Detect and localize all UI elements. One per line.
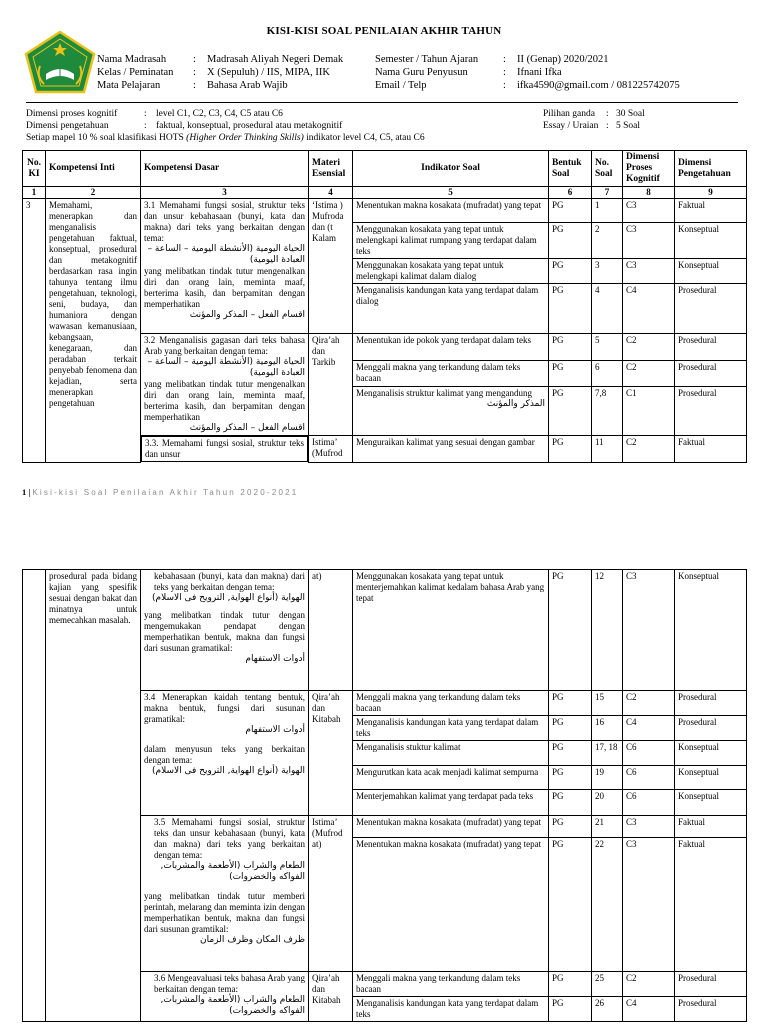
- indikator-soal: Menggunakan kosakata yang tepat untuk melengkapi kalimat dalam dialog: [353, 259, 549, 284]
- meta-sep: :: [144, 109, 147, 119]
- no-soal: 6: [592, 360, 623, 387]
- header-cell: No. Soal: [592, 151, 623, 187]
- kd-text: yang melibatkan tindak tutur dengan mengemukakan pendapat dengan memperhatikan bentuk, makna dan fungsi dari susunan gramatikal:: [144, 610, 305, 653]
- hots-note-em: (Higher Order Thinking Skills): [186, 133, 304, 143]
- indikator-text: Menganalisis struktur kalimat yang mengandung: [356, 388, 532, 399]
- kd-arabic: أدوات الاستفهام: [245, 654, 305, 664]
- page-gap: [0, 500, 768, 566]
- kd-arabic: الحياة اليومية (الأنشطة اليومية – الساعة – العبادة اليومية): [147, 357, 305, 378]
- indikator-soal: Menggali makna yang terkandung dalam teks bacaan: [353, 972, 549, 997]
- indikator-arabic: المذكر والمؤنث: [486, 399, 545, 410]
- page-title: KISI-KISI SOAL PENILAIAN AKHIR TAHUN: [266, 25, 502, 37]
- dimensi-kognitif: C4: [623, 284, 675, 334]
- no-soal: 5: [592, 334, 623, 361]
- school-info: [97, 53, 343, 92]
- table-row: [23, 570, 747, 691]
- kd-text: yang melibatkan tindak tutur memberi perintah, melarang dan meminta izin dengan memperhatikan bentuk, makna dan fungsi dari susunan gramtikal:: [144, 891, 305, 934]
- indikator-soal: Menggunakan kosakata yang tepat untuk melengkapi kalimat rumpang yang terdapat dalam teks: [353, 223, 549, 259]
- kompetensi-dasar-3-1: [141, 199, 309, 334]
- bentuk-soal: PG: [549, 816, 592, 838]
- dimensi-pengetahuan: Konseptual: [675, 741, 747, 766]
- materi-esensial: Istima’ (Mufrod: [309, 436, 353, 463]
- kompetensi-dasar-3-4: [141, 691, 309, 816]
- bentuk-soal: PG: [549, 691, 592, 716]
- dimensi-pengetahuan: Konseptual: [675, 790, 747, 816]
- bentuk-soal: PG: [549, 387, 592, 436]
- no-soal: 11: [592, 436, 623, 463]
- indikator-soal: Menguraikan kalimat yang sesuai dengan gambar: [353, 436, 549, 463]
- materi-esensial: Qira’ah dan Tarkib: [309, 334, 353, 436]
- dimensi-pengetahuan: Prosedural: [675, 360, 747, 387]
- materi-esensial: Istima’ (Mufrod at): [309, 816, 353, 972]
- no-soal: 17, 18: [592, 741, 623, 766]
- dimensi-kognitif: C4: [623, 716, 675, 741]
- indikator-soal: Menganalisis stuktur kalimat: [353, 741, 549, 766]
- header-cell: No. KI: [23, 151, 46, 187]
- dimensi-pengetahuan: Prosedural: [675, 972, 747, 997]
- no-soal: 3: [592, 259, 623, 284]
- info-value: II (Genap) 2020/2021: [517, 54, 609, 65]
- dimensi-kognitif: C3: [623, 259, 675, 284]
- dimensi-pengetahuan: Prosedural: [675, 691, 747, 716]
- dimensi-kognitif: C1: [623, 387, 675, 436]
- bentuk-soal: PG: [549, 199, 592, 223]
- meta-value: faktual, konseptual, prosedural atau metakognitif: [156, 121, 343, 131]
- info-value: Madrasah Aliyah Negeri Demak: [207, 54, 344, 65]
- no-soal: 15: [592, 691, 623, 716]
- kompetensi-dasar-3-3: [141, 570, 309, 691]
- kompetensi-inti: prosedural pada bidang kajian yang spesifik sesuai dengan bakat dan minatnya untuk memecahkan masalah.: [46, 570, 141, 1022]
- kd-arabic: اقسام الفعل – المذكر والمؤنث: [189, 310, 305, 320]
- bentuk-soal: PG: [549, 259, 592, 284]
- meta-label: Dimensi pengetahuan: [26, 121, 109, 131]
- kompetensi-dasar-3-2: [141, 334, 309, 436]
- no-soal: 12: [592, 570, 623, 691]
- header-cell: Bentuk Soal: [549, 151, 592, 187]
- indikator-soal: Menentukan makna kosakata (mufradat) yang tepat: [353, 816, 549, 838]
- kd-arabic: ظرف المكان وظرف الزمان: [200, 935, 305, 945]
- dimensi-kognitif: C2: [623, 360, 675, 387]
- column-number: 9: [675, 187, 747, 199]
- materi-esensial: ‘Istima ) Mufroda dan (t Kalam: [309, 199, 353, 334]
- header-cell: Kompetensi Dasar: [141, 151, 309, 187]
- dimensi-pengetahuan: Faktual: [675, 436, 747, 463]
- kd-text: 3.2 Menganalisis gagasan dari teks bahasa Arab yang berkaitan dengan tema:: [144, 335, 305, 356]
- bentuk-soal: PG: [549, 284, 592, 334]
- info-sep: :: [193, 67, 196, 78]
- info-sep: :: [503, 54, 506, 65]
- indikator-soal: [353, 387, 549, 436]
- info-label: Mata Pelajaran: [97, 80, 161, 91]
- kemenag-logo-icon: [22, 30, 98, 96]
- count-value: 30 Soal: [616, 109, 645, 119]
- meta-label: Dimensi proses kognitif: [26, 109, 118, 119]
- count-sep: :: [606, 121, 609, 131]
- footer-sep: |: [28, 487, 31, 497]
- info-value: ifka4590@gmail.com / 081225742075: [517, 80, 680, 91]
- no-soal: 16: [592, 716, 623, 741]
- bentuk-soal: PG: [549, 223, 592, 259]
- dimensi-pengetahuan: Prosedural: [675, 716, 747, 741]
- no-soal: 21: [592, 816, 623, 838]
- bentuk-soal: PG: [549, 766, 592, 790]
- dimensi-kognitif: C4: [623, 997, 675, 1022]
- info-sep: :: [193, 80, 196, 91]
- semester-info: [375, 53, 680, 92]
- kd-arabic: أدوات الاستفهام: [245, 725, 305, 735]
- column-number: 5: [353, 187, 549, 199]
- page-footer: [22, 487, 298, 497]
- column-number: 3: [141, 187, 309, 199]
- info-value: X (Sepuluh) / IIS, MIPA, IIK: [207, 67, 330, 78]
- kd-arabic: الهواية (أنواع الهواية, الترويح فى الاسلام): [152, 766, 305, 776]
- kompetensi-dasar-3-6: [141, 972, 309, 1022]
- info-label: Kelas / Peminatan: [97, 67, 174, 78]
- dimensi-kognitif: C3: [623, 816, 675, 838]
- header-cell: Materi Esensial: [309, 151, 353, 187]
- materi-esensial: at): [309, 570, 353, 691]
- no-soal: 25: [592, 972, 623, 997]
- grid-table-page-1: [22, 150, 747, 463]
- document-page-1: [0, 0, 768, 500]
- column-number: 4: [309, 187, 353, 199]
- info-sep: :: [503, 80, 506, 91]
- dimensi-kognitif: C3: [623, 570, 675, 691]
- column-number: 1: [23, 187, 46, 199]
- dimensi-kognitif: C6: [623, 766, 675, 790]
- dimensi-pengetahuan: Faktual: [675, 838, 747, 972]
- dimensi-pengetahuan: Konseptual: [675, 570, 747, 691]
- page-number: 1: [22, 487, 27, 497]
- no-soal: 22: [592, 838, 623, 972]
- bentuk-soal: PG: [549, 838, 592, 972]
- indikator-soal: Menentukan makna kosakata (mufradat) yang tepat: [353, 838, 549, 972]
- kd-text: 3.1 Memahami fungsi sosial, struktur teks dan unsur kebahasaan (bunyi, kata dan makna) dari teks yang berkaitan dengan tema:: [144, 200, 305, 243]
- footer-text: Kisi-kisi Soal Penilaian Akhir Tahun 2020-2021: [32, 488, 299, 497]
- dimensi-kognitif: C6: [623, 790, 675, 816]
- kompetensi-inti: Memahami, menerapkan dan menganalisis pengetahuan faktual, konseptual, prosedural dan metakognitif berdasarkan rasa ingin tahunya tentang ilmu pengetahuan, teknologi, seni, budaya, dan humaniora dengan wawasan kemanusiaan, kebangsaan, kenegaraan, dan peradaban terkait penyebab fenomena dan kejadian, serta menerapkan pengetahuan: [46, 199, 141, 463]
- ki-number: 3: [23, 199, 46, 463]
- header-cell: Dimensi Pengetahuan: [675, 151, 747, 187]
- header-row: [23, 151, 747, 187]
- kd-text: 3.6 Mengeavaluasi teks bahasa Arab yang berkaitan dengan tema:: [154, 973, 305, 994]
- count-label: Pilihan ganda: [543, 109, 595, 119]
- column-number: 7: [592, 187, 623, 199]
- column-number-row: [23, 187, 747, 199]
- dimensi-pengetahuan: Faktual: [675, 816, 747, 838]
- grid-table-page-2: [22, 569, 747, 1022]
- bentuk-soal: PG: [549, 436, 592, 463]
- kompetensi-dasar-3-5: [141, 816, 309, 972]
- no-soal: 1: [592, 199, 623, 223]
- info-sep: :: [503, 67, 506, 78]
- no-soal: 20: [592, 790, 623, 816]
- hots-note-tail: indikator level C4, C5, atau C6: [303, 133, 425, 143]
- dimensi-kognitif: C2: [623, 972, 675, 997]
- kd-text: yang melibatkan tindak tutur mengenalkan diri dan orang lain, meminta maaf, berterima kasih, dan berpamitan dengan memperhatikan: [144, 379, 305, 422]
- kd-arabic: الطعام والشراب (الأطعمة والمشربات, الفواكه والخضروات): [160, 995, 305, 1016]
- indikator-soal: Menggunakan kosakata yang tepat untuk menterjemahkan kalimat kedalam bahasa Arab yang tepat: [353, 570, 549, 691]
- bentuk-soal: PG: [549, 334, 592, 361]
- kd-arabic: اقسام الفعل – المذكر والمؤنث: [189, 423, 305, 433]
- divider: [26, 102, 738, 103]
- header-cell: Kompetensi Inti: [46, 151, 141, 187]
- info-label: Semester / Tahun Ajaran: [375, 54, 479, 65]
- dimensi-kognitif: C3: [623, 223, 675, 259]
- header-cell: Indikator Soal: [353, 151, 549, 187]
- kd-text: dalam menyusun teks yang berkaitan dengan tema:: [144, 744, 305, 765]
- indikator-soal: Menterjemahkan kalimat yang terdapat pada teks: [353, 790, 549, 816]
- dimensi-kognitif: C3: [623, 838, 675, 972]
- ki-number: [23, 570, 46, 1022]
- dimensi-pengetahuan: Konseptual: [675, 766, 747, 790]
- meta-sep: :: [144, 121, 147, 131]
- table-row: [23, 199, 747, 223]
- info-value: Ifnani Ifka: [517, 67, 562, 78]
- dimensi-kognitif: C6: [623, 741, 675, 766]
- bentuk-soal: PG: [549, 741, 592, 766]
- bentuk-soal: PG: [549, 570, 592, 691]
- count-sep: :: [606, 109, 609, 119]
- column-number: 2: [46, 187, 141, 199]
- no-soal: 4: [592, 284, 623, 334]
- dimensi-kognitif: C2: [623, 691, 675, 716]
- count-value: 5 Soal: [616, 121, 641, 131]
- kd-arabic: الهواية (أنواع الهواية, الترويح فى الاسلام): [152, 593, 305, 603]
- indikator-soal: Menganalisis kandungan kata yang terdapat dalam dialog: [353, 284, 549, 334]
- indikator-soal: Menentukan makna kosakata (mufradat) yang tepat: [353, 199, 549, 223]
- no-soal: 19: [592, 766, 623, 790]
- kd-text: yang melibatkan tindak tutur mengenalkan diri dan orang lain, meminta maaf, berterima kasih, dan berpamitan dengan memperhatikan: [144, 266, 305, 309]
- bentuk-soal: PG: [549, 972, 592, 997]
- bentuk-soal: PG: [549, 997, 592, 1022]
- dimensi-pengetahuan: Konseptual: [675, 259, 747, 284]
- dimensi-kognitif: C2: [623, 334, 675, 361]
- dimensi-pengetahuan: Prosedural: [675, 284, 747, 334]
- hots-note: Setiap mapel 10 % soal klasifikasi HOTS: [26, 133, 187, 143]
- materi-esensial: Qira’ah dan Kitabah: [309, 691, 353, 816]
- meta-value: level C1, C2, C3, C4, C5 atau C6: [156, 109, 283, 119]
- kd-text: 3.4 Menerapkan kaidah tentang bentuk, makna bentuk, fungsi dari susunan gramatikal:: [144, 692, 305, 724]
- indikator-soal: Menentukan ide pokok yang terdapat dalam teks: [353, 334, 549, 361]
- kd-arabic: الطعام والشراب (الأطعمة والمشربات, الفواكه والخضروات): [160, 861, 305, 882]
- info-label: Email / Telp: [375, 80, 427, 91]
- info-value: Bahasa Arab Wajib: [207, 80, 288, 91]
- kd-arabic: الحياة اليومية (الأنشطة اليومية – الساعة – العبادة اليومية): [147, 244, 305, 265]
- bentuk-soal: PG: [549, 716, 592, 741]
- dimensi-pengetahuan: Prosedural: [675, 387, 747, 436]
- materi-esensial: Qira’ah dan Kitabah: [309, 972, 353, 1022]
- indikator-soal: Menganalisis kandungan kata yang terdapat dalam teks: [353, 997, 549, 1022]
- kd-text: 3.5 Memahami fungsi sosial, struktur teks dan unsur kebahasaan (bunyi, kata dan makna) dari teks yang berkaitan dengan tema:: [154, 817, 305, 860]
- column-number: 8: [623, 187, 675, 199]
- info-label: Nama Guru Penyusun: [375, 67, 468, 78]
- bentuk-soal: PG: [549, 360, 592, 387]
- dimensi-kognitif: C3: [623, 199, 675, 223]
- info-label: Nama Madrasah: [97, 54, 167, 65]
- indikator-soal: Mengurutkan kata acak menjadi kalimat sempurna: [353, 766, 549, 790]
- no-soal: 26: [592, 997, 623, 1022]
- indikator-soal: Menganalisis kandungan kata yang terdapat dalam teks: [353, 716, 549, 741]
- dimensi-pengetahuan: Prosedural: [675, 997, 747, 1022]
- count-label: Essay / Uraian: [543, 121, 599, 131]
- question-counts: [543, 108, 645, 132]
- kompetensi-dasar-3-3: 3.3. Memahami fungsi sosial, struktur teks dan unsur: [141, 436, 308, 462]
- dimensi-pengetahuan: Faktual: [675, 199, 747, 223]
- indikator-soal: Menggali makna yang terkandung dalam teks bacaan: [353, 691, 549, 716]
- header-cell: Dimensi Proses Kognitif: [623, 151, 675, 187]
- indikator-soal: Menggali makna yang terkandung dalam teks bacaan: [353, 360, 549, 387]
- dimensi-pengetahuan: Prosedural: [675, 334, 747, 361]
- dimensi-kognitif: C2: [623, 436, 675, 463]
- info-sep: :: [193, 54, 196, 65]
- no-soal: 7,8: [592, 387, 623, 436]
- dimensi-pengetahuan: Konseptual: [675, 223, 747, 259]
- dimension-notes: [26, 108, 738, 144]
- column-number: 6: [549, 187, 592, 199]
- bentuk-soal: PG: [549, 790, 592, 816]
- kd-text: kebahasaan (bunyi, kata dan makna) dari teks yang berkaitan dengan tema:: [154, 571, 305, 592]
- no-soal: 2: [592, 223, 623, 259]
